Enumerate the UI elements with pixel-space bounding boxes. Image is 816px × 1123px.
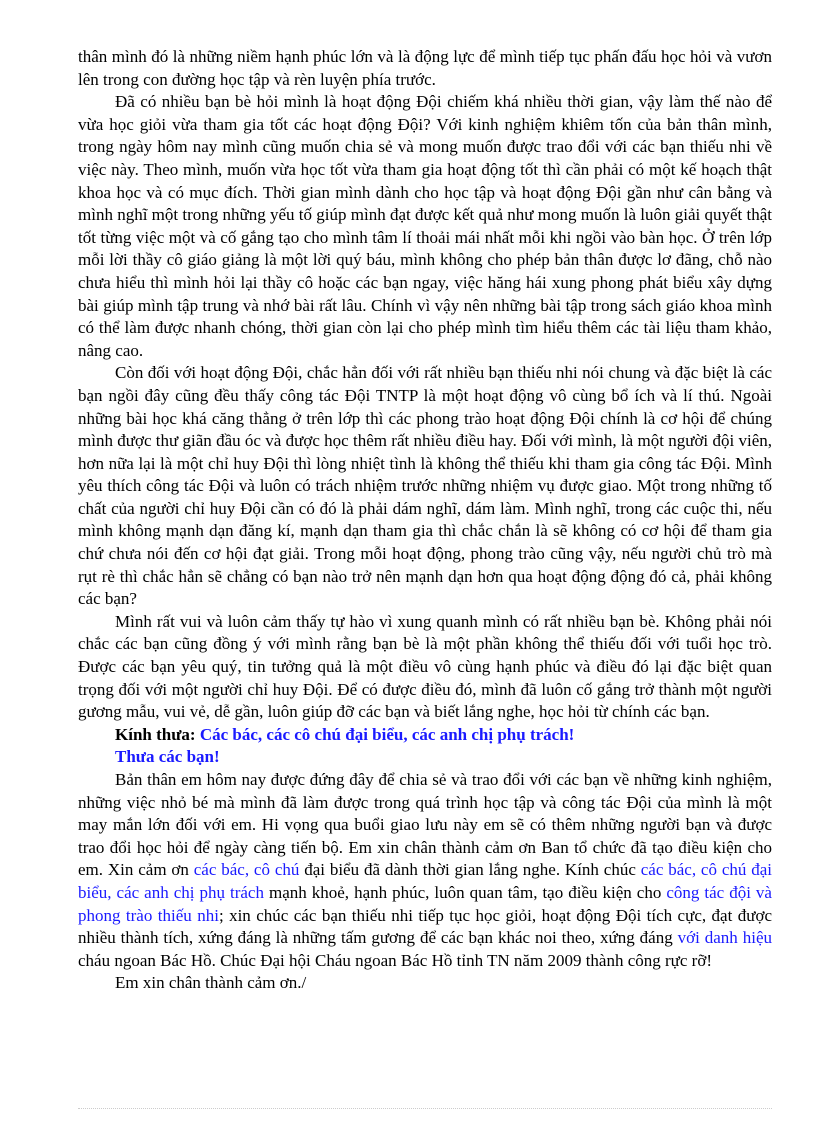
p5-part-c: đại biểu đã dành thời gian lắng nghe. Kính chúc	[299, 860, 641, 880]
greeting-audience: Các bác, các cô chú đại biểu, các anh chị phụ trách!	[199, 724, 575, 744]
paragraph-3: Còn đối với hoạt động Đội, chắc hẳn đối với rất nhiều bạn thiếu nhi nói chung và đặc biệt là các bạn ngồi đây cũng đều thấy công tác Đội TNTP là một hoạt động vô cùng bổ ích và lí thú. Ngoài những bài học khá căng thẳng ở trên lớp thì các phong trào hoạt động Đội chính là cơ hội để chúng mình được thư giãn đầu óc và được học thêm rất nhiều điều hay. Đối với mình, là một người đội viên, hơn nữa lại là một chỉ huy Đội thì lòng nhiệt tình là không thể thiếu khi tham gia công tác Đội. Mình yêu thích công tác Đội và luôn có trách nhiệm trước những nhiệm vụ được giao. Một trong những tố chất của người chỉ huy Đội cần có đó là phải dám nghĩ, dám làm. Mình nghĩ, trong các cuộc thi, nếu mình không mạnh dạn đăng kí, mạnh dạn tham gia thì chắc chắn là sẽ không có cơ hội để tham gia chứ chưa nói đến cơ hội đạt giải. Trong mỗi hoạt động, phong trào cũng vậy, nếu người chủ trò mà rụt rè thì chắc hẳn sẽ chẳng có bạn nào trở nên mạnh dạn hơn qua hoạt động động đó cả, phải không các bạn?	[78, 363, 772, 609]
paragraph-4: Mình rất vui và luôn cảm thấy tự hào vì xung quanh mình có rất nhiều bạn bè. Không phải nói chắc các bạn cũng đồng ý với mình rằng bạn bè là một phần không thể thiếu đối với tuổi học trò. Được các bạn yêu quý, tin tưởng quả là một điều vô cùng hạnh phúc và điều đó lại đặc biệt quan trọng đối với một người chỉ huy Đội. Để có được điều đó, mình đã luôn cố gắng trở thành một người gương mẫu, vui vẻ, dễ gần, luôn giúp đỡ các bạn và biết lắng nghe, học hỏi từ chính các bạn.	[78, 611, 772, 722]
paragraph-2: Đã có nhiều bạn bè hỏi mình là hoạt động Đội chiếm khá nhiều thời gian, vậy làm thế nào để vừa học giỏi vừa tham gia tốt các hoạt động Đội? Với kinh nghiệm khiêm tốn của bản thân mình, trong ngày hôm nay mình cũng muốn chia sẻ và mong muốn được trao đổi với các bạn thiếu nhi về việc này. Theo mình, muốn vừa học tốt vừa tham gia hoạt động tốt thì cần phải có một kế hoạch thật khoa học và có mục đích. Thời gian mình dành cho học tập và hoạt động Đội gần như cân bằng và mình nghĩ một trong những yếu tố giúp mình đạt được kết quả như mong muốn là luôn giải quyết thật tốt từng việc một và cố gắng tạo cho mình tâm lí thoải mái nhất mỗi khi ngồi vào bàn học. Ở trên lớp mỗi lời thầy cô giáo giảng là một lời quý báu, mình không cho phép bản thân được lơ đãng, chỗ nào chưa hiểu thì mình hỏi lại thầy cô hoặc các bạn ngay, việc hăng hái xung phong phát biểu xây dựng bài giúp mình tập trung và nhớ bài rất lâu. Chính vì vậy nên những bài tập trong sách giáo khoa mình có thể làm được nhanh chóng, thời gian còn lại cho phép mình tìm hiểu thêm các tài liệu tham khảo, nâng cao.	[78, 92, 772, 360]
p5-part-i: cháu ngoan Bác Hồ. Chúc Đại hội Cháu ngoan Bác Hồ tỉnh TN năm 2009 thành công rực rỡ!	[78, 950, 712, 970]
p5-highlight-4: với danh hiệu	[677, 928, 772, 948]
p5-part-e: mạnh khoẻ, hạnh phúc, luôn quan tâm, tạo điều kiện cho	[263, 882, 667, 902]
p5-part-g: ; xin chúc các bạn thiếu nhi tiếp tục học giỏi, hoạt động Đội tích cực, đạt được nhiều thành tích, xứng đáng là những tấm gương để các bạn khác noi theo, xứng đáng	[78, 905, 772, 948]
closing-line: Em xin chân thành cảm ơn./	[115, 973, 307, 993]
page-bottom-divider	[78, 1108, 772, 1109]
p5-highlight-1: các bác, cô chú	[193, 860, 300, 880]
paragraph-5	[78, 769, 772, 972]
greeting-line-1	[78, 724, 772, 747]
p5-highlight-3: công tác đội và phong trào thiếu nhi	[78, 882, 772, 925]
p5-part-a: Bản thân em hôm nay được đứng đây để chia sẻ và trao đổi với các bạn về những kinh nghiệm, những việc nhỏ bé mà mình đã làm được trong quá trình học tập và công tác Đội của mình là một may mắn lớn đối với em. Hi vọng qua buổi giao lưu này em sẽ có thêm những người bạn và được trao đổi học hỏi để ngày càng tiến bộ. Em xin chân thành cảm ơn Ban tổ chức đã tạo điều kiện cho em. Xin cảm ơn	[78, 770, 772, 880]
greeting-line-2: Thưa các bạn!	[115, 747, 220, 767]
paragraph-1: thân mình đó là những niềm hạnh phúc lớn và là động lực để mình tiếp tục phấn đấu học hỏi và vươn lên trong con đường học tập và rèn luyện phía trước.	[78, 47, 772, 89]
p5-highlight-2: các bác, cô chú đại biểu, các anh chị phụ trách	[78, 860, 772, 902]
document-page	[78, 46, 772, 995]
greeting-lead: Kính thưa:	[115, 724, 200, 744]
